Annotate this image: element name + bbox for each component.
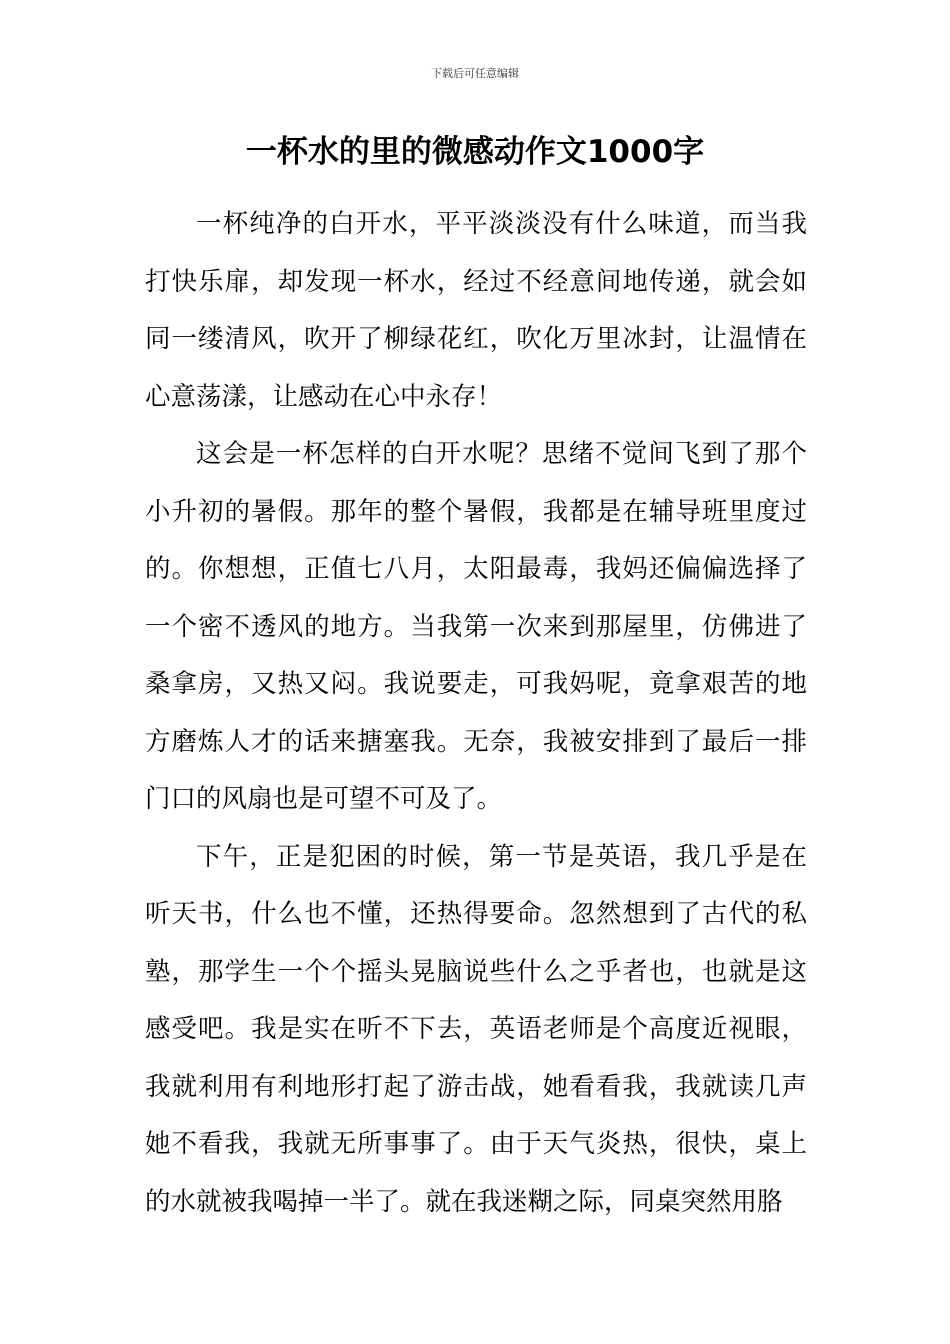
- paragraph: 下午，正是犯困的时候，第一节是英语，我几乎是在听天书，什么也不懂，还热得要命。忽然想到了古代的私塾，那学生一个个摇头晃脑说些什么之乎者也，也就是这感受吧。我是实在听不下去，英语老师是个高度近视眼，我就利用有利地形打起了游击战，她看看我，我就读几声她不看我，我就无所事事了。由于天气炎热，很快，桌上的水就被我喝掉一半了。就在我迷糊之际，同桌突然用胳: [145, 841, 807, 1217]
- paragraph: 这会是一杯怎样的白开水呢？思绪不觉间飞到了那个小升初的暑假。那年的整个暑假，我都是在辅导班里度过的。你想想，正值七八月，太阳最毒，我妈还偏偏选择了一个密不透风的地方。当我第一次来到那屋里，仿佛进了桑拿房，又热又闷。我说要走，可我妈呢，竟拿艰苦的地方磨炼人才的话来搪塞我。无奈，我被安排到了最后一排门口的风扇也是可望不可及了。: [145, 439, 807, 814]
- document-body: [145, 196, 807, 1231]
- paragraph: 一杯纯净的白开水，平平淡淡没有什么味道，而当我打快乐扉，却发现一杯水，经过不经意间地传递，就会如同一缕清风，吹开了柳绿花红，吹化万里冰封，让温情在心意荡漾，让感动在心中永存！: [145, 209, 807, 412]
- document-title: 一杯水的里的微感动作文1000字: [245, 134, 705, 170]
- header-note: 下载后可任意编辑: [431, 67, 519, 80]
